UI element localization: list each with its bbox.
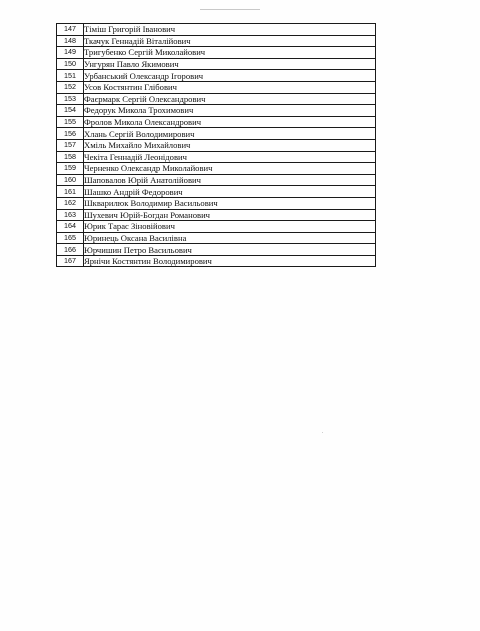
row-number: 165 [57, 232, 84, 244]
row-number: 151 [57, 70, 84, 82]
person-name: Унгурян Павло Якимович [84, 58, 376, 70]
person-name: Урбанський Олександр Ігорович [84, 70, 376, 82]
table-row [57, 151, 376, 163]
table-row [57, 35, 376, 47]
table-row [57, 232, 376, 244]
table-row [57, 24, 376, 36]
row-number: 149 [57, 47, 84, 59]
person-name: Юрик Тарас Зіновійович [84, 221, 376, 233]
row-number: 159 [57, 163, 84, 175]
scan-artifact-line [200, 9, 260, 10]
row-number: 152 [57, 81, 84, 93]
table-row [57, 128, 376, 140]
person-name: Хлань Сергій Володимирович [84, 128, 376, 140]
table-row [57, 116, 376, 128]
person-name: Юринець Оксана Василівна [84, 232, 376, 244]
table-row [57, 105, 376, 117]
table-row [57, 186, 376, 198]
row-number: 147 [57, 24, 84, 36]
table-row [57, 174, 376, 186]
row-number: 148 [57, 35, 84, 47]
row-number: 158 [57, 151, 84, 163]
person-name: Чекіта Геннадій Леонідович [84, 151, 376, 163]
names-table [56, 23, 376, 267]
person-name: Шаповалов Юрій Анатолійович [84, 174, 376, 186]
scan-speck [322, 432, 323, 433]
table-row [57, 163, 376, 175]
person-name: Юрчишин Петро Васильович [84, 244, 376, 256]
row-number: 154 [57, 105, 84, 117]
table-row [57, 209, 376, 221]
person-name: Ткачук Геннадій Віталійович [84, 35, 376, 47]
table-row [57, 221, 376, 233]
row-number: 164 [57, 221, 84, 233]
table-row [57, 197, 376, 209]
table-row [57, 93, 376, 105]
row-number: 160 [57, 174, 84, 186]
table-row [57, 70, 376, 82]
row-number: 167 [57, 255, 84, 267]
person-name: Фролов Микола Олександрович [84, 116, 376, 128]
row-number: 163 [57, 209, 84, 221]
person-name: Тригубенко Сергій Миколайович [84, 47, 376, 59]
row-number: 156 [57, 128, 84, 140]
row-number: 166 [57, 244, 84, 256]
row-number: 157 [57, 139, 84, 151]
table-row [57, 244, 376, 256]
names-table-body [57, 24, 376, 267]
person-name: Фаєрмарк Сергій Олександрович [84, 93, 376, 105]
row-number: 153 [57, 93, 84, 105]
person-name: Ярнічи Костянтин Володимирович [84, 255, 376, 267]
person-name: Усов Костянтин Глібович [84, 81, 376, 93]
person-name: Черненко Олександр Миколайович [84, 163, 376, 175]
row-number: 155 [57, 116, 84, 128]
person-name: Шухевич Юрій-Богдан Романович [84, 209, 376, 221]
table-row [57, 139, 376, 151]
table-row [57, 81, 376, 93]
row-number: 162 [57, 197, 84, 209]
table-row [57, 47, 376, 59]
person-name: Тіміш Григорій Іванович [84, 24, 376, 36]
person-name: Федорук Микола Трохимович [84, 105, 376, 117]
table-row [57, 255, 376, 267]
table-row [57, 58, 376, 70]
person-name: Шашко Андрій Федорович [84, 186, 376, 198]
row-number: 150 [57, 58, 84, 70]
person-name: Шкварилюк Володимир Васильович [84, 197, 376, 209]
row-number: 161 [57, 186, 84, 198]
person-name: Хміль Михайло Михайлович [84, 139, 376, 151]
